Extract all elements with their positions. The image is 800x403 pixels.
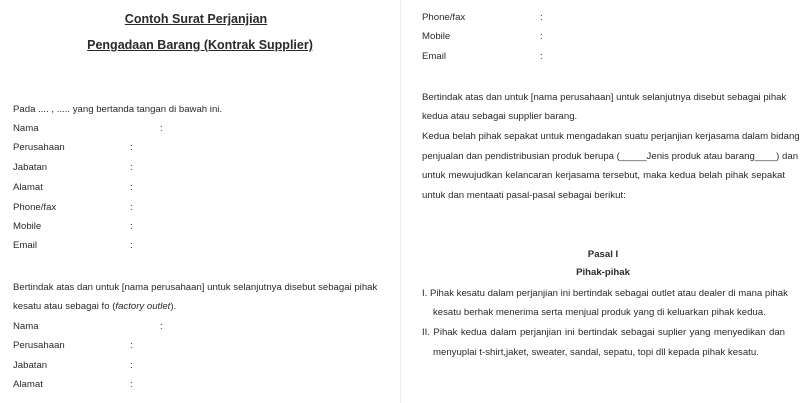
italic-text: factory outlet bbox=[115, 301, 171, 312]
field-label: Jabatan bbox=[13, 360, 48, 371]
item-line: I. Pihak kesatu dalam perjanjian ini bertindak sebagai outlet atau dealer di mana pihak bbox=[422, 288, 788, 299]
field-colon: : bbox=[130, 142, 133, 153]
para1-line: kedua atau sebagai supplier barang. bbox=[422, 111, 578, 122]
item-line: II. Pihak kedua dalam perjanjian ini bertindak sebagai suplier yang menyedikan dan bbox=[422, 327, 785, 338]
field-label: Nama bbox=[13, 321, 39, 332]
para2-line: untuk mewujudkan kelancaran kerjasama tersebut, maka kedua belah pihak sepakat bbox=[422, 170, 785, 181]
field-colon: : bbox=[540, 31, 543, 42]
field-label: Phone/fax bbox=[13, 202, 57, 213]
field-colon: : bbox=[130, 360, 133, 371]
field-label: Alamat bbox=[13, 379, 43, 390]
field-colon: : bbox=[130, 202, 133, 213]
para2-line: penjualan dan pendistribusian produk berupa (_____Jenis produk atau barang____) dan bbox=[422, 151, 799, 162]
field-label: Email bbox=[422, 51, 446, 62]
para2-line: untuk dan mentaati pasal-pasal sebagai berikut: bbox=[422, 190, 626, 201]
field-colon: : bbox=[130, 340, 133, 351]
field-label: Mobile bbox=[422, 31, 451, 42]
field-label: Phone/fax bbox=[422, 12, 466, 23]
field-label: Alamat bbox=[13, 182, 43, 193]
text: ). bbox=[170, 301, 177, 312]
field-colon: : bbox=[540, 12, 543, 23]
party1-paragraph-line bbox=[13, 301, 176, 313]
para1-line: Bertindak atas dan untuk [nama perusahaan] untuk selanjutnya disebut sebagai pihak bbox=[422, 92, 787, 103]
para2-line: Kedua belah pihak sepakat untuk mengadakan suatu perjanjian kerjasama dalam bidang bbox=[422, 131, 800, 142]
field-colon: : bbox=[160, 123, 163, 134]
text: kesatu atau sebagai fo ( bbox=[13, 301, 116, 312]
field-label: Perusahaan bbox=[13, 340, 65, 351]
field-label: Mobile bbox=[13, 221, 42, 232]
column-divider bbox=[400, 0, 401, 403]
intro-text: Pada .... , ..... yang bertanda tangan di bawah ini. bbox=[13, 104, 223, 115]
field-label: Nama bbox=[13, 123, 39, 134]
field-label: Email bbox=[13, 240, 37, 251]
document-subtitle: Pengadaan Barang (Kontrak Supplier) bbox=[87, 38, 313, 52]
field-colon: : bbox=[540, 51, 543, 62]
field-colon: : bbox=[160, 321, 163, 332]
item-line: kesatu berhak menerima serta menjual produk yang di keluarkan pihak kedua. bbox=[433, 307, 766, 318]
field-colon: : bbox=[130, 182, 133, 193]
field-label: Perusahaan bbox=[13, 142, 65, 153]
pasal-title: Pasal I bbox=[587, 249, 619, 260]
party1-paragraph-line: Bertindak atas dan untuk [nama perusahaan] untuk selanjutnya disebut sebagai pihak bbox=[13, 282, 378, 293]
document-title: Contoh Surat Perjanjian bbox=[124, 12, 268, 26]
field-colon: : bbox=[130, 240, 133, 251]
field-colon: : bbox=[130, 221, 133, 232]
field-colon: : bbox=[130, 379, 133, 390]
item-line: menyuplai t-shirt,jaket, sweater, sandal, sepatu, topi dll kepada pihak kesatu. bbox=[433, 347, 759, 358]
field-label: Jabatan bbox=[13, 162, 48, 173]
pasal-subtitle: Pihak-pihak bbox=[576, 267, 630, 278]
field-colon: : bbox=[130, 162, 133, 173]
